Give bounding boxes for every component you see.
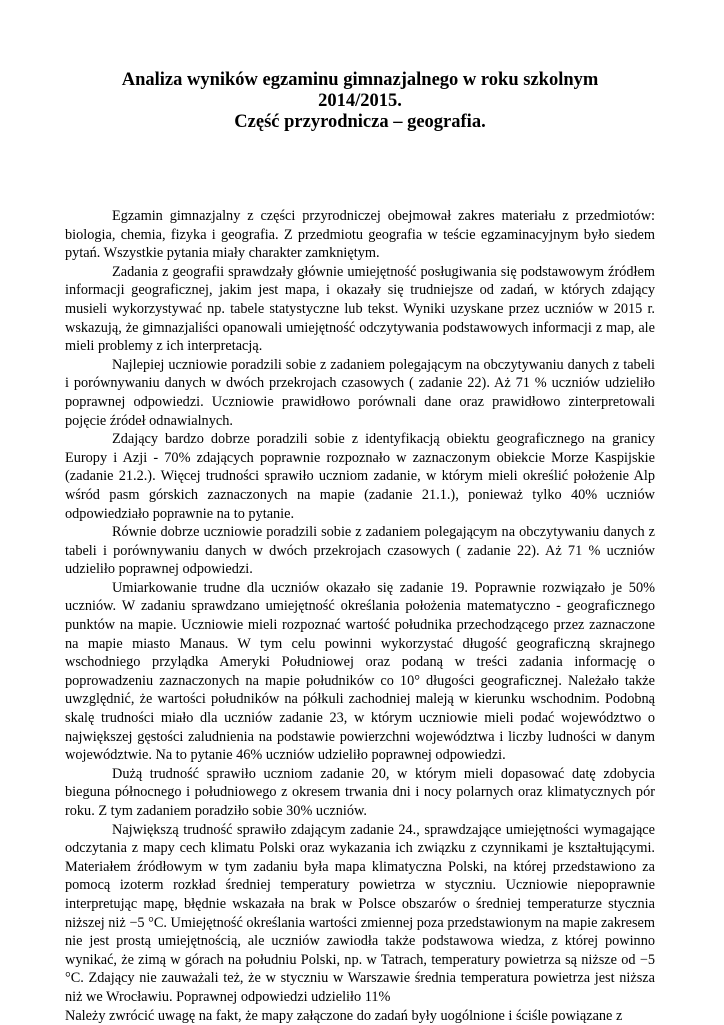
paragraph-task-19-23: Umiarkowanie trudne dla uczniów okazało się zadanie 19. Poprawnie rozwiązało je 50% uczniów. W zadaniu sprawdzano umiejętność określania położenia matematyczno - geograficznego punktów na mapie. Uczniowie mieli rozpoznać wartość południka przechodzącego przez zaznaczone na mapie miasto Manaus. W tym celu powinni wykorzystać długość geograficzną skrajnego wschodniego przylądka Ameryki Południowej oraz podaną w treści zadania informację o poprowadzeniu zaznaczonych na mapie południków co 10° długości geograficznej. Należało także uwzględnić, że wartości południków na półkuli zachodniej maleją w kierunku wschodnim. Podobną skalę trudności miało dla uczniów zadanie 23, w którym uczniowie mieli podać województwo o największej gęstości zaludnienia na podstawie powierzchni województwa i liczby ludności w danym województwie. Na to pytanie 46% uczniów udzieliło poprawnej odpowiedzi.: [65, 579, 655, 764]
paragraph-task-20: Dużą trudność sprawiło uczniom zadanie 20, w którym mieli dopasować datę zdobycia bieguna północnego i południowego z okresem trwania dni i nocy polarnych oraz klimatycznych pór roku. Z tym zadaniem poradziło sobie 30% uczniów.: [65, 765, 655, 819]
paragraph-map-skills: Zadania z geografii sprawdzały głównie umiejętność posługiwania się podstawowym źródłem informacji geograficznej, jakim jest mapa, i okazały się trudniejsze od zadań, w których zdający musieli wykorzystywać np. tabele statystyczne lub tekst. Wyniki uzyskane przez uczniów w 2015 r. wskazują, że gimnazjaliści opanowali umiejętność odczytywania podstawowych informacji z map, ale mieli problemy z ich interpretacją.: [65, 263, 655, 355]
paragraph-task-22-repeat: Równie dobrze uczniowie poradzili sobie z zadaniem polegającym na obczytywaniu danych z tabeli i porównywaniu danych w dwóch przekrojach czasowych ( zadanie 22). Aż 71 % uczniów udzieliło poprawnej odpowiedzi.: [65, 524, 655, 578]
document-page: [65, 70, 655, 1025]
document-body: [65, 207, 655, 1025]
title-line-3: Część przyrodnicza – geografia.: [234, 112, 486, 132]
title-line-1: Analiza wyników egzaminu gimnazjalnego w roku szkolnym: [121, 70, 599, 90]
document-title: [65, 70, 655, 133]
paragraph-task-21: Zdający bardzo dobrze poradzili sobie z identyfikacją obiektu geograficznego na granicy Europy i Azji - 70% zdających poprawnie rozpoznało w zaznaczonym obiekcie Morze Kaspijskie (zadanie 21.2.). Więcej trudności sprawiło uczniom zadanie, w którym mieli określić położenie Alp wśród pasm górskich zaznaczonych na mapie (zadanie 21.1.), ponieważ tylko 40% uczniów odpowiedziało poprawnie na to pytanie.: [65, 431, 655, 522]
paragraph-closing: Należy zwrócić uwagę na fakt, że mapy załączone do zadań były uogólnione i ściśle powiązane z: [65, 1007, 623, 1024]
title-line-2: 2014/2015.: [318, 91, 402, 111]
paragraph-task-22: Najlepiej uczniowie poradzili sobie z zadaniem polegającym na obczytywaniu danych z tabeli i porównywaniu danych w dwóch przekrojach czasowych ( zadanie 22). Aż 71 % uczniów udzieliło poprawnej odpowiedzi. Uczniowie prawidłowo porównali dane oraz prawidłowo zinterpretowali pojęcie źródeł odnawialnych.: [65, 356, 655, 429]
paragraph-intro: Egzamin gimnazjalny z części przyrodniczej obejmował zakres materiału z przedmiotów: biologia, chemia, fizyka i geografia. Z przedmiotu geografia w teście egzaminacyjnym było siedem pytań. Wszystkie pytania miały charakter zamkniętym.: [65, 208, 655, 262]
paragraph-task-24: Największą trudność sprawiło zdającym zadanie 24., sprawdzające umiejętności wymagające odczytania z mapy cech klimatu Polski oraz wykazania ich związku z czynnikami je kształtującymi. Materiałem źródłowym w tym zadaniu była mapa klimatyczna Polski, na której przedstawiono za pomocą izoterm rozkład średniej temperatury powietrza w styczniu. Uczniowie niepoprawnie interpretując mapę, błędnie wskazała na brak w Polsce obszarów o średniej temperaturze stycznia niższej niż −5 °C. Umiejętność określania wartości zmiennej poza przedstawionym na mapie zakresem nie jest prostą umiejętnością, ale uczniów zawiodła także podstawowa wiedza, z której powinno wynikać, że zimą w górach na południu Polski, np. w Tatrach, temperatury powietrza są niższe od −5 °C. Zdający nie zauważali też, że w styczniu w Warszawie średnia temperatura powietrza jest niższa niż we Wrocławiu. Poprawnej odpowiedzi udzieliło 11%: [65, 821, 655, 1005]
